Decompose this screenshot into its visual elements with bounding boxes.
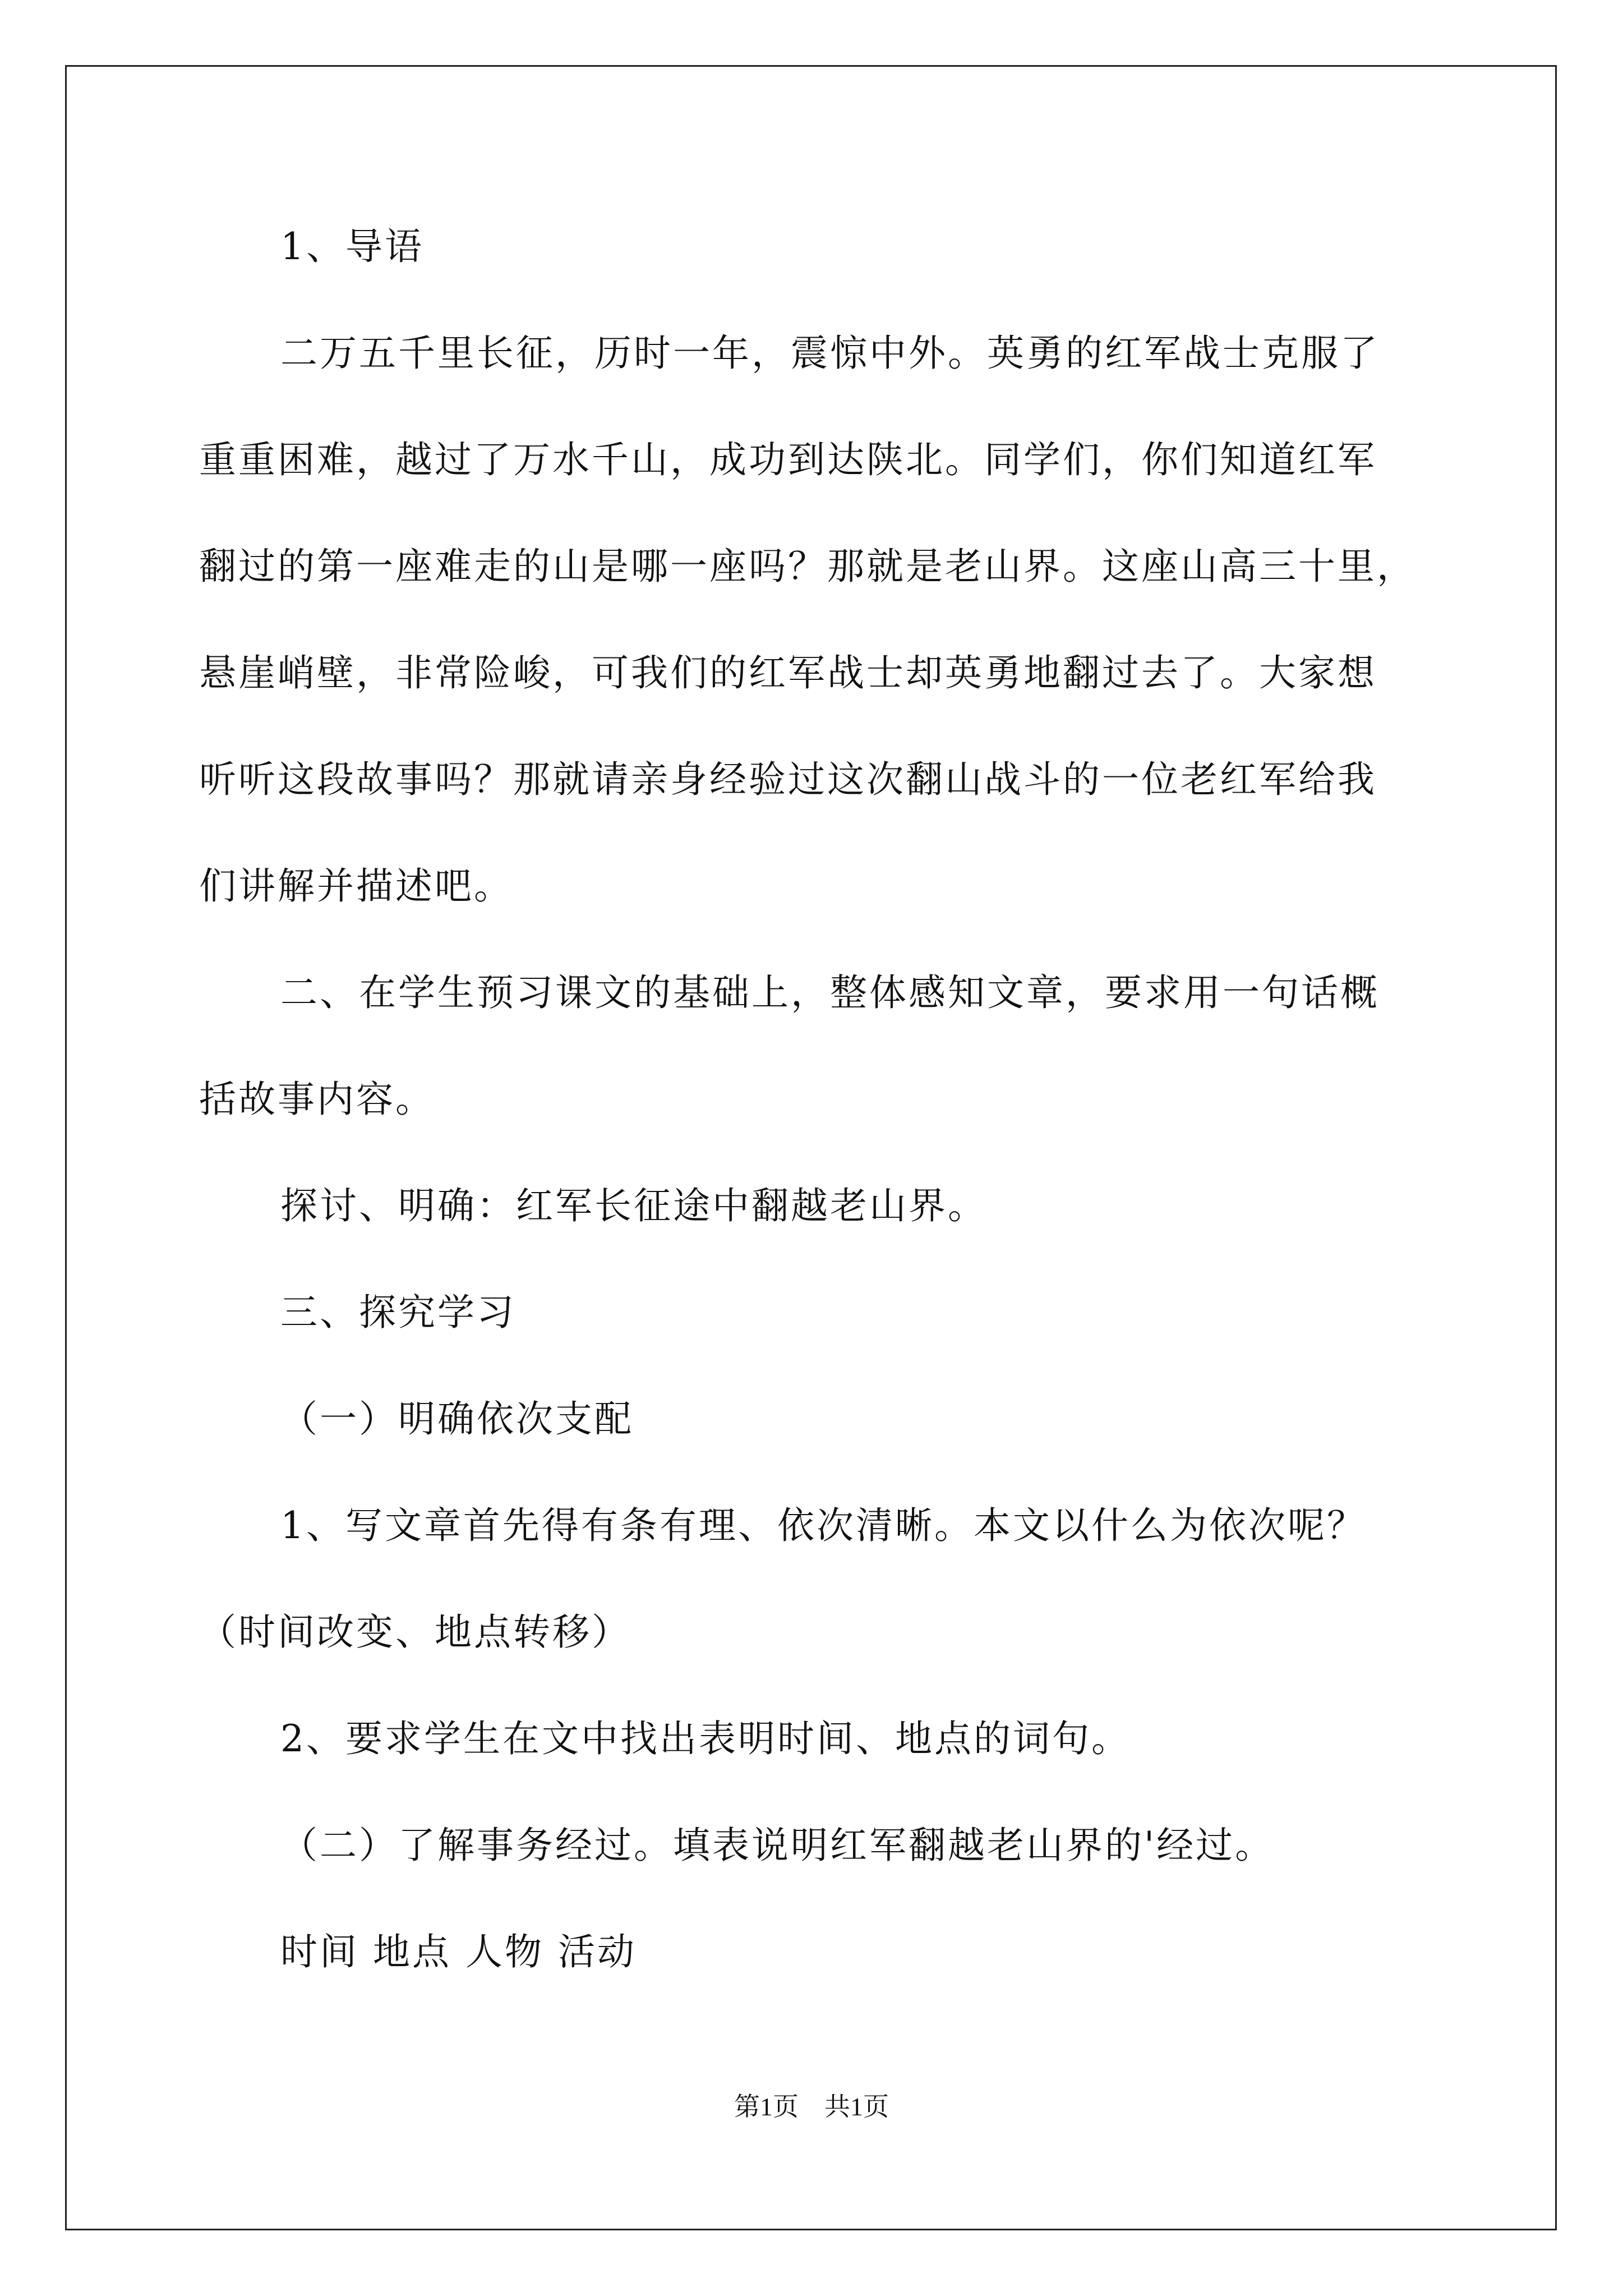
paragraph-line: 括故事内容。 — [199, 1078, 435, 1121]
paragraph-line: 悬崖峭壁，非常险峻，可我们的红军战士却英勇地翻过去了。大家想 — [199, 651, 1377, 694]
item-one-answer: （时间改变、地点转移） — [199, 1611, 631, 1654]
paragraph-line: 翻过的第一座难走的山是哪一座吗？那就是老山界。这座山高三十里， — [199, 545, 1416, 588]
item-one: 1、写文章首先得有条有理、依次清晰。本文以什么为依次呢？ — [280, 1504, 1366, 1547]
discussion-line: 探讨、明确：红军长征途中翻越老山界。 — [280, 1184, 987, 1227]
section-three-heading: 三、探究学习 — [280, 1291, 516, 1334]
paragraph-line: 二万五千里长征，历时一年，震惊中外。英勇的红军战士克服了 — [280, 332, 1380, 375]
paragraph-line: 重重困难，越过了万水千山，成功到达陕北。同学们，你们知道红军 — [199, 438, 1377, 481]
item-two: 2、要求学生在文中找出表明时间、地点的词句。 — [280, 1717, 1131, 1760]
subsection-two-heading: （二）了解事务经过。填表说明红军翻越老山界的'经过。 — [280, 1824, 1275, 1867]
page-number-footer: 第1页 共1页 — [734, 2092, 889, 2121]
paragraph-line: 听听这段故事吗？那就请亲身经验过这次翻山战斗的一位老红军给我 — [199, 758, 1377, 801]
page-border — [65, 65, 1557, 2230]
table-header-line: 时间 地点 人物 活动 — [280, 1930, 637, 1973]
subsection-one-heading: （一）明确依次支配 — [280, 1397, 634, 1441]
heading-intro: 1、导语 — [280, 225, 424, 268]
paragraph-line: 们讲解并描述吧。 — [199, 864, 513, 908]
section-two-heading: 二、在学生预习课文的基础上，整体感知文章，要求用一句话概 — [280, 971, 1380, 1014]
